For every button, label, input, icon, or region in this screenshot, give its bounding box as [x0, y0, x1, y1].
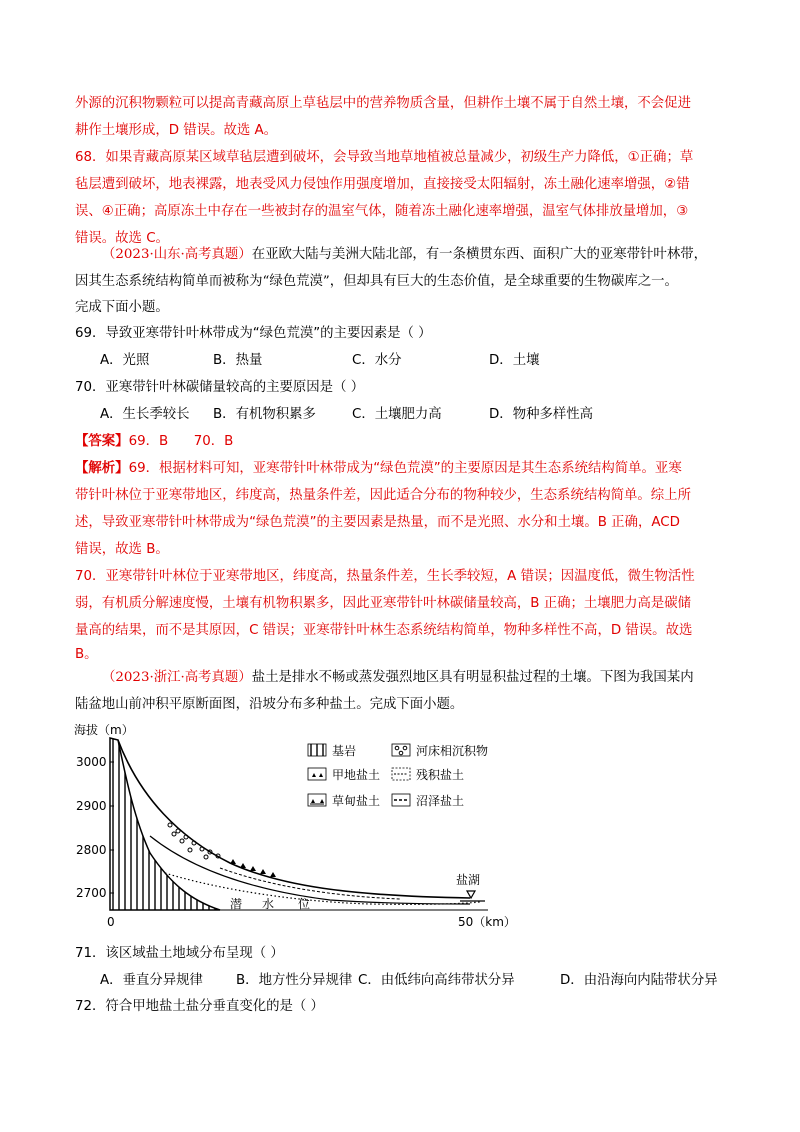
passage-line [102, 245, 707, 265]
q70-option-a: A．生长季较长 [100, 407, 190, 422]
answer-tag: 【答案】 [75, 434, 129, 449]
question-71-stem: 71．该区域盐土地域分布呈现（ ） [75, 946, 284, 961]
analysis-line: 带针叶林位于亚寒带地区，纬度高，热量条件差，因此适合分布的物种较少，生态系统结构简单。综上所 [75, 488, 691, 503]
q69-option-b: B．热量 [213, 353, 263, 368]
text-line: 外源的沉积物颗粒可以提高青藏高原上草毡层中的营养物质含量，但耕作土壤不属于自然土壤，不会促进 [75, 96, 691, 111]
ground-surface-line [118, 740, 470, 898]
y-tick-label: 2800 [76, 843, 107, 857]
analysis-line: 弱，有机质分解速度慢，土壤有机物积累多，因此亚寒带针叶林碳储量较高，B 正确；土壤肥力高是碳储 [75, 596, 692, 611]
q70-option-c: C．土壤肥力高 [352, 407, 442, 422]
analysis-line: 错误，故选 B。 [75, 542, 169, 557]
q70-option-b: B．有机物积累多 [213, 407, 316, 422]
passage-text: 在亚欧大陆与美洲大陆北部，有一条横贯东西、面积广大的亚寒带针叶林带， [251, 247, 707, 262]
analysis-tag: 【解析】 [75, 461, 129, 476]
analysis-line: 述，导致亚寒带针叶林带成为“绿色荒漠”的主要因素是热量，而不是光照、水分和土壤。B 正确，ACD [75, 515, 680, 530]
analysis-line: 量高的结果，而不是其原因，C 错误；亚寒带针叶林生态系统结构简单，物种多样性不高，D 错误。故选 [75, 623, 693, 638]
text-line: 耕作土壤形成，D 错误。故选 A。 [75, 123, 278, 138]
q69-option-c: C．水分 [352, 353, 402, 368]
jiadi-saline-markers [230, 859, 276, 877]
water-table-label: 水 [262, 897, 275, 911]
passage-line [102, 668, 694, 688]
legend-label: 草甸盐土 [332, 794, 381, 808]
legend-label: 残积盐土 [416, 768, 465, 782]
q71-option-c: C．由低纬向高纬带状分异 [358, 973, 515, 988]
water-table-label: 位 [298, 897, 311, 911]
q69-option-a: A．光照 [100, 353, 150, 368]
passage-line: 陆盆地山前冲积平原断面图，沿坡分布多种盐土。完成下面小题。 [75, 697, 464, 712]
answer-line [75, 432, 233, 452]
answer-text: 69．B 70．B [128, 434, 234, 449]
q71-option-a: A．垂直分异规律 [100, 973, 203, 988]
passage-line: 完成下面小题。 [75, 300, 169, 315]
passage-line: 因其生态系统结构简单而被称为“绿色荒漠”，但却具有巨大的生态价值，是全球重要的生物碳库之一。 [75, 274, 678, 289]
legend [308, 743, 488, 808]
source-tag: （2023·浙江·高考真题） [102, 670, 252, 685]
salt-lake-label: 盐湖 [456, 873, 481, 887]
passage-text: 盐土是排水不畅或蒸发强烈地区具有明显积盐过程的土壤。下图为我国某内 [251, 670, 694, 685]
analysis-line: 70．亚寒带针叶林位于亚寒带地区，纬度高，热量条件差，生长季较短，A 错误；因温度低，微生物活性 [75, 569, 695, 584]
source-tag: （2023·山东·高考真题） [102, 247, 252, 262]
question-70-stem: 70．亚寒带针叶林碳储量较高的主要原因是（ ） [75, 380, 365, 395]
question-72-stem: 72．符合甲地盐土盐分垂直变化的是（ ） [75, 999, 324, 1014]
x-tick-label: 50（km） [458, 915, 516, 929]
analysis-text: 69．根据材料可知，亚寒带针叶林带成为“绿色荒漠”的主要原因是其生态系统结构简单。亚寒 [128, 461, 682, 476]
text-line: 68．如果青藏高原某区域草毡层遭到破坏，会导致当地草地植被总量减少，初级生产力降低，①正确；草 [75, 150, 694, 165]
analysis-line [75, 459, 682, 479]
salt-lake-symbol [467, 891, 475, 898]
q71-option-d: D．由沿海向内陆带状分异 [560, 973, 718, 988]
water-table-label: 潜 [230, 897, 243, 911]
y-tick-label: 2900 [76, 799, 107, 813]
y-tick-label: 3000 [76, 755, 107, 769]
text-line: 毡层遭到破坏，地表裸露，地表受风力侵蚀作用强度增加，直接接受太阳辐射，冻土融化速率增强，②错 [75, 177, 690, 192]
q70-option-d: D．物种多样性高 [489, 407, 594, 422]
bedrock-area [110, 738, 220, 910]
soil-boundary-line [150, 836, 470, 904]
analysis-line: B。 [75, 647, 98, 662]
legend-label: 河床相沉积物 [416, 744, 489, 758]
q69-option-d: D．土壤 [489, 353, 540, 368]
legend-label: 沼泽盐土 [416, 794, 465, 808]
legend-label: 基岩 [332, 744, 357, 758]
text-line: 错误。故选 C。 [75, 231, 169, 246]
text-line: 误、④正确；高原冻土中存在一些被封存的温室气体，随着冻土融化速率增强，温室气体排放量增加，③ [75, 204, 689, 219]
soil-cross-section-figure [70, 718, 516, 936]
y-tick-label: 2700 [76, 886, 107, 900]
y-axis-title: 海拔（m） [74, 723, 134, 737]
x-tick-label: 0 [107, 915, 115, 929]
question-69-stem: 69．导致亚寒带针叶林带成为“绿色荒漠”的主要因素是（ ） [75, 326, 432, 341]
legend-label: 甲地盐土 [332, 768, 381, 782]
q71-option-b: B．地方性分异规律 [236, 973, 353, 988]
